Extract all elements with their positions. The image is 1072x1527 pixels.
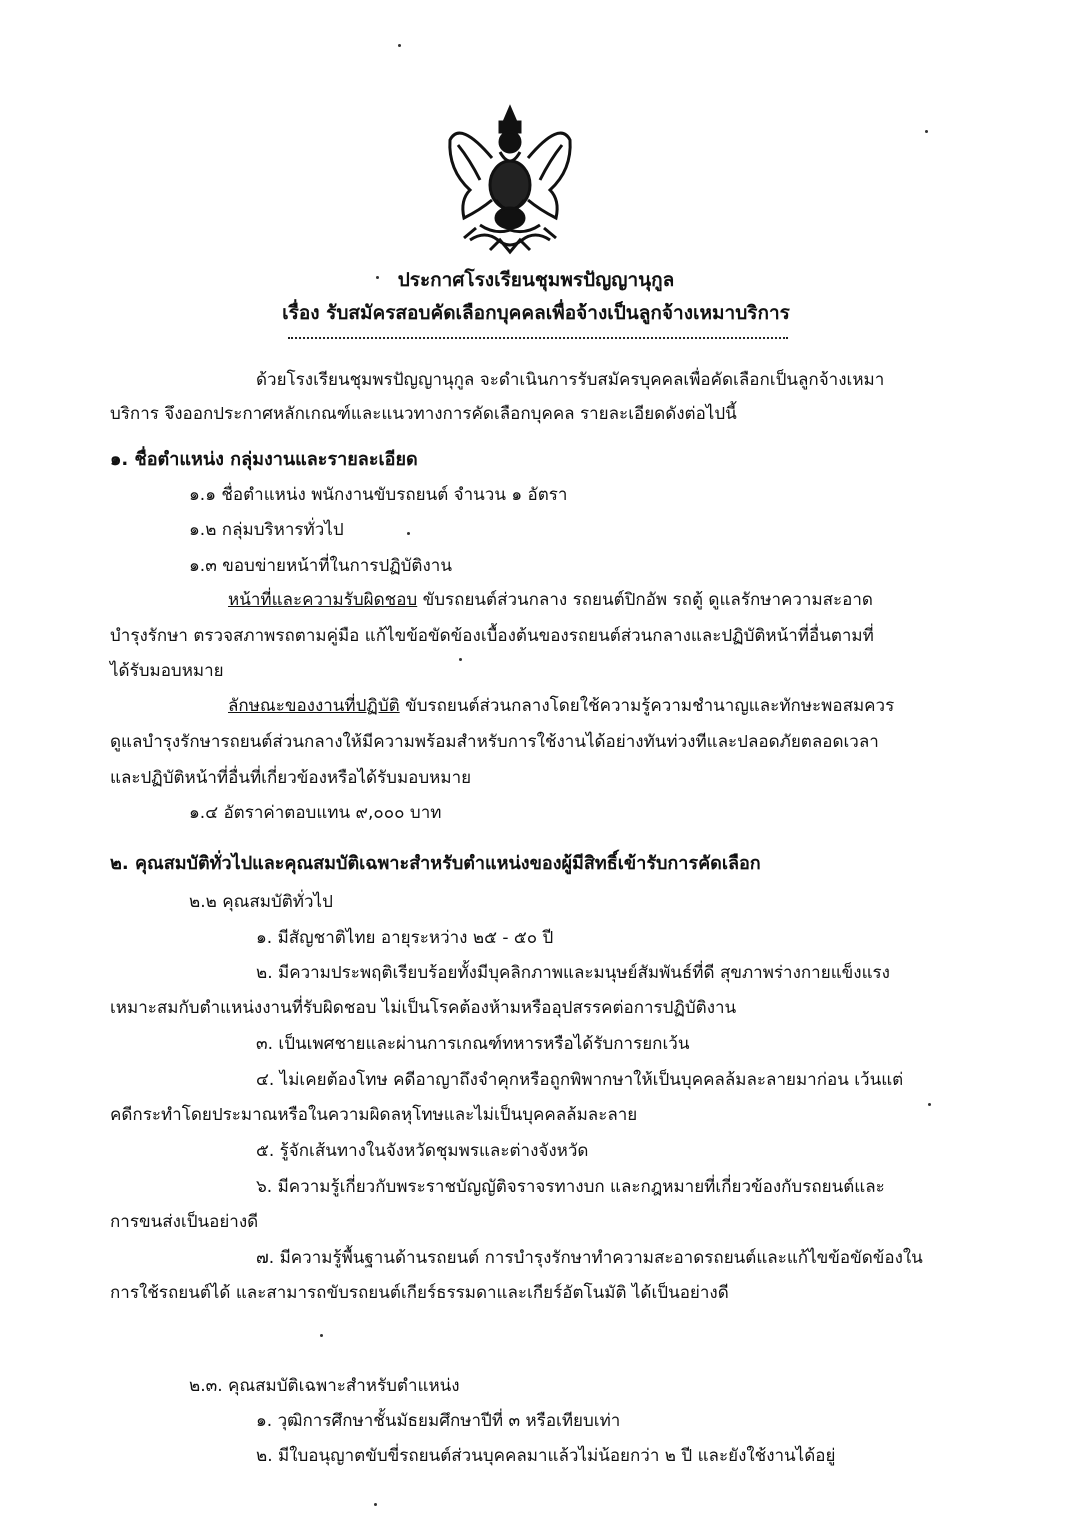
nature-label: ลักษณะของงานที่ปฏิบัติ — [228, 696, 400, 716]
scan-speck — [398, 44, 401, 47]
announcement-title: ประกาศโรงเรียนชุมพรปัญญานุกูล — [397, 269, 675, 291]
section2-sub1: ๒.๒ คุณสมบัติทั่วไป — [189, 892, 333, 912]
nature-line-2: ดูแลบำรุงรักษารถยนต์ส่วนกลางให้มีความพร้อมสำหรับการใช้งานได้อย่างทันท่วงทีและปลอดภัยตลอดเวลา — [110, 732, 879, 752]
scan-speck — [928, 1103, 931, 1106]
duties-line-3: ได้รับมอบหมาย — [110, 661, 224, 681]
duties-text: ขับรถยนต์ส่วนกลาง รถยนต์ปิกอัพ รถตู้ ดูแลรักษาความสะอาด — [417, 590, 873, 610]
specific-qualification-2: ๒. มีใบอนุญาตขับขี่รถยนต์ส่วนบุคคลมาแล้วไม่น้อยกว่า ๒ ปี และยังใช้งานได้อยู่ — [256, 1446, 836, 1466]
qualification-4a: ๔. ไม่เคยต้องโทษ คดีอาญาถึงจำคุกหรือถูกพิพากษาให้เป็นบุคคลล้มละลายมาก่อน เว้นแต่ — [256, 1070, 904, 1090]
qualification-7b: การใช้รถยนต์ได้ และสามารถขับรถยนต์เกียร์ธรรมดาและเกียร์อัตโนมัติ ได้เป็นอย่างดี — [110, 1283, 729, 1303]
scan-speck — [459, 658, 462, 661]
dotted-divider — [288, 337, 788, 339]
nature-text: ขับรถยนต์ส่วนกลางโดยใช้ความรู้ความชำนาญและทักษะพอสมควร — [399, 696, 895, 716]
qualification-2a: ๒. มีความประพฤติเรียบร้อยทั้งมีบุคลิกภาพและมนุษย์สัมพันธ์ที่ดี สุขภาพร่างกายแข็งแรง — [256, 963, 890, 983]
scan-speck — [407, 532, 410, 535]
duties-line-2: บำรุงรักษา ตรวจสภาพรถตามคู่มือ แก้ไขข้อขัดข้องเบื้องต้นของรถยนต์ส่วนกลางและปฏิบัติหน้าที่อื่นตามที่ — [110, 626, 874, 646]
section2-sub2: ๒.๓. คุณสมบัติเฉพาะสำหรับตำแหน่ง — [189, 1376, 460, 1396]
section1-heading: ๑. ชื่อตำแหน่ง กลุ่มงานและรายละเอียด — [110, 449, 418, 470]
scan-speck — [320, 1334, 323, 1337]
nature-paragraph-line-1 — [228, 694, 894, 718]
section1-item2: ๑.๒ กลุ่มบริหารทั่วไป — [189, 520, 344, 540]
scan-speck — [925, 130, 928, 133]
nature-line-3: และปฏิบัติหน้าที่อื่นที่เกี่ยวข้องหรือได้รับมอบหมาย — [110, 768, 472, 788]
qualification-4b: คดีกระทำโดยประมาณหรือในความผิดลหุโทษและไม่เป็นบุคคลล้มละลาย — [110, 1105, 638, 1125]
scan-speck — [374, 1503, 377, 1506]
qualification-7a: ๗. มีความรู้พื้นฐานด้านรถยนต์ การบำรุงรักษาทำความสะอาดรถยนต์และแก้ไขข้อขัดข้องใน — [256, 1248, 923, 1268]
scan-speck — [376, 276, 379, 279]
section2-heading: ๒. คุณสมบัติทั่วไปและคุณสมบัติเฉพาะสำหรับตำแหน่งของผู้มีสิทธิ์เข้ารับการคัดเลือก — [110, 853, 761, 874]
qualification-2b: เหมาะสมกับตำแหน่งงานที่รับผิดชอบ ไม่เป็นโรคต้องห้ามหรืออุปสรรคต่อการปฏิบัติงาน — [110, 998, 737, 1018]
qualification-1: ๑. มีสัญชาติไทย อายุระหว่าง ๒๕ - ๕๐ ปี — [256, 928, 554, 948]
qualification-6b: การขนส่งเป็นอย่างดี — [110, 1212, 259, 1232]
intro-line-2: บริการ จึงออกประกาศหลักเกณฑ์และแนวทางการคัดเลือกบุคคล รายละเอียดดังต่อไปนี้ — [110, 404, 737, 424]
intro-line-1: ด้วยโรงเรียนชุมพรปัญญานุกูล จะดำเนินการรับสมัครบุคคลเพื่อคัดเลือกเป็นลูกจ้างเหมา — [256, 370, 885, 390]
duties-label: หน้าที่และความรับผิดชอบ — [228, 590, 418, 610]
specific-qualification-1: ๑. วุฒิการศึกษาชั้นมัธยมศึกษาปีที่ ๓ หรือเทียบเท่า — [256, 1411, 621, 1431]
qualification-5: ๕. รู้จักเส้นทางในจังหวัดชุมพรและต่างจังหวัด — [256, 1141, 589, 1161]
qualification-3: ๓. เป็นเพศชายและผ่านการเกณฑ์ทหารหรือได้รับการยกเว้น — [256, 1034, 690, 1054]
announcement-subject: เรื่อง รับสมัครสอบคัดเลือกบุคคลเพื่อจ้างเป็นลูกจ้างเหมาบริการ — [282, 302, 790, 324]
qualification-6a: ๖. มีความรู้เกี่ยวกับพระราชบัญญัติจราจรทางบก และกฎหมายที่เกี่ยวข้องกับรถยนต์และ — [256, 1177, 885, 1197]
section1-item1: ๑.๑ ชื่อตำแหน่ง พนักงานขับรถยนต์ จำนวน ๑ อัตรา — [189, 485, 568, 505]
garuda-emblem-icon — [440, 100, 580, 260]
duties-paragraph-line-1 — [228, 588, 873, 612]
section1-item3: ๑.๓ ขอบข่ายหน้าที่ในการปฏิบัติงาน — [189, 556, 452, 576]
section1-item4: ๑.๔ อัตราค่าตอบแทน ๙,๐๐๐ บาท — [189, 803, 442, 823]
